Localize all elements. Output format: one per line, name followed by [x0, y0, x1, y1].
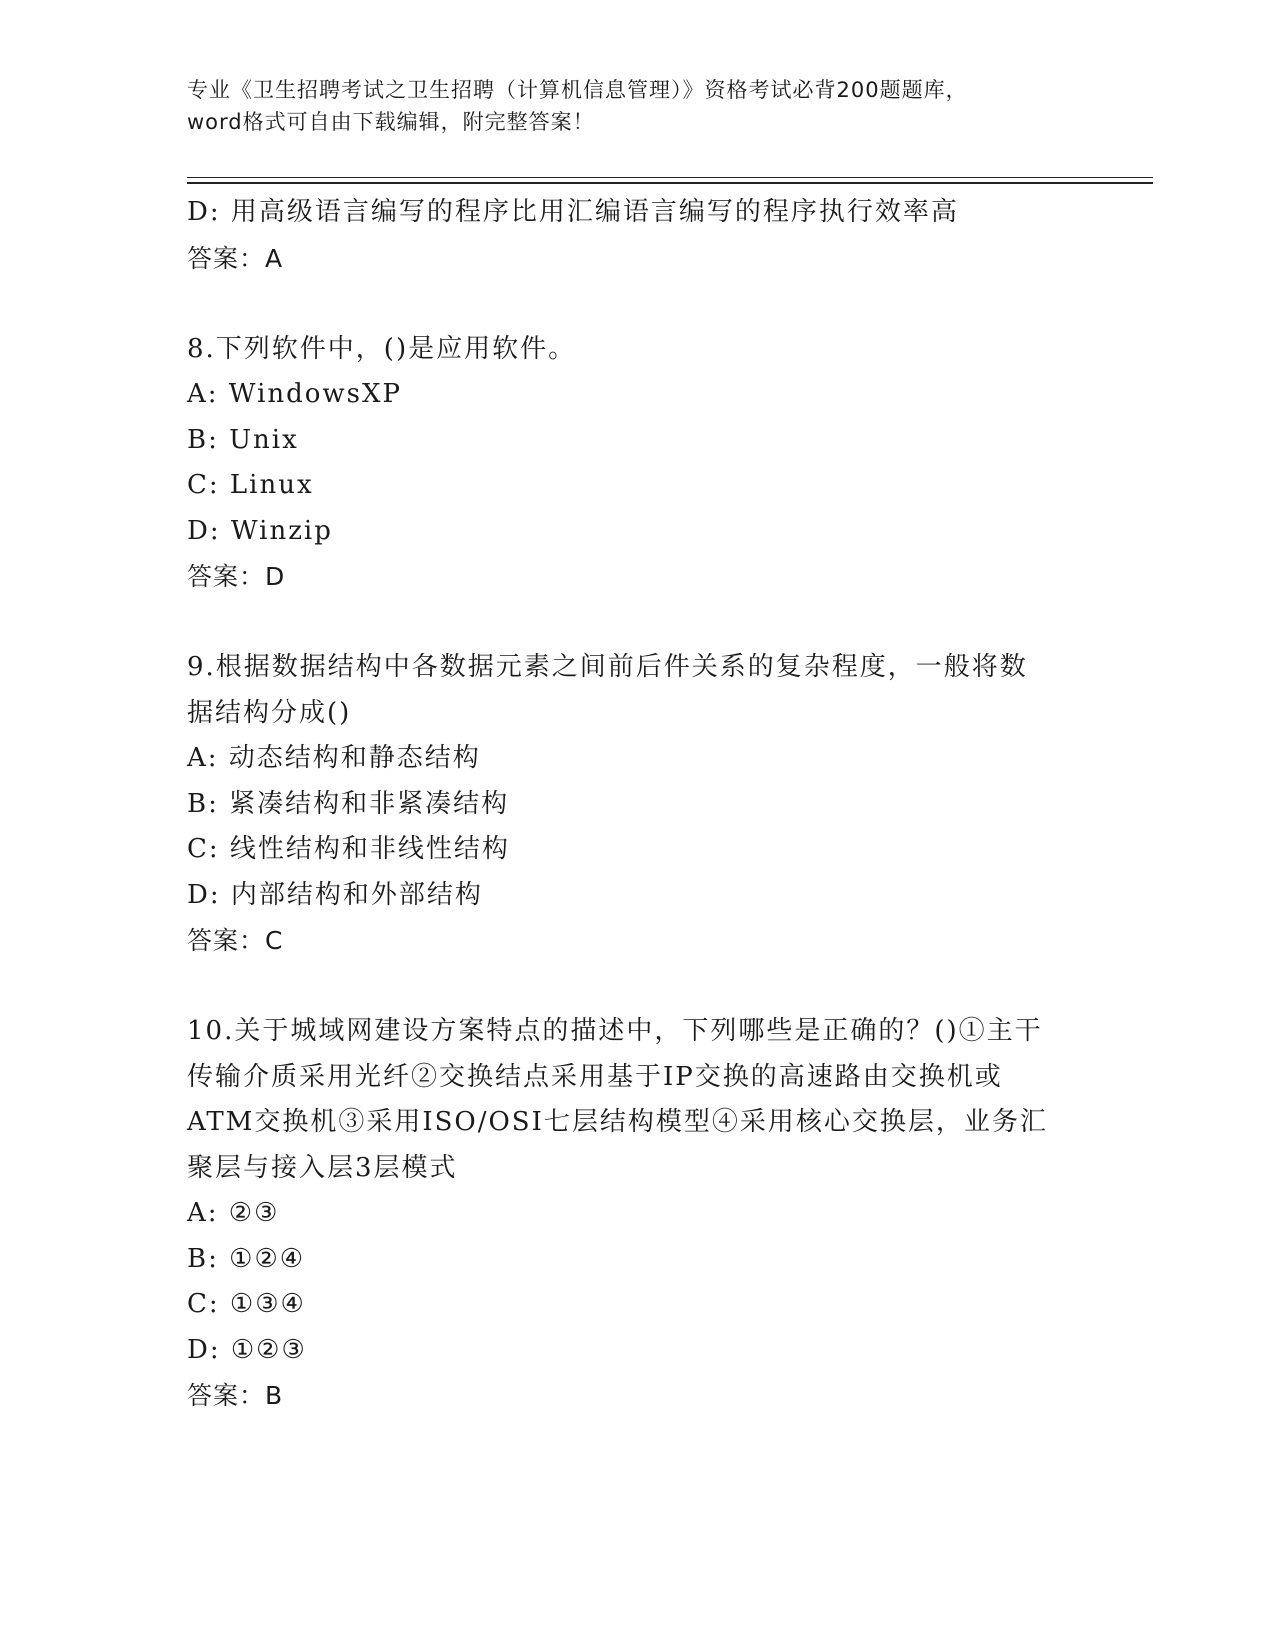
- option-c: C: Linux: [187, 470, 314, 500]
- question-stem: 传输介质采用光纤②交换结点采用基于IP交换的高速路由交换机或: [187, 1061, 1003, 1092]
- spacer: [187, 964, 1087, 1010]
- answer: 答案：B: [187, 1381, 284, 1410]
- option-d: D: Winzip: [187, 515, 333, 546]
- answer: 答案：D: [187, 562, 286, 591]
- option-b: B: ①②④: [187, 1243, 306, 1274]
- header-divider-bottom: [187, 182, 1153, 184]
- document-header: [187, 74, 1087, 138]
- question-stem: 聚层与接入层3层模式: [187, 1152, 458, 1183]
- question-stem: 9.根据数据结构中各数据元素之间前后件关系的复杂程度，一般将数: [187, 652, 1028, 682]
- option-d: D: 内部结构和外部结构: [187, 879, 483, 910]
- option-b: B: 紧凑结构和非紧凑结构: [187, 788, 510, 819]
- option-c: C: 线性结构和非线性结构: [187, 834, 510, 864]
- question-stem: 据结构分成(): [187, 697, 352, 728]
- spacer: [187, 281, 1087, 327]
- header-divider-top: [187, 177, 1153, 178]
- option-b: B: Unix: [187, 424, 299, 455]
- prev-question-option-d: D: 用高级语言编写的程序比用汇编语言编写的程序执行效率高: [187, 197, 959, 227]
- option-a: A: ②③: [187, 1198, 280, 1228]
- question-8: [187, 327, 1087, 600]
- option-c: C: ①③④: [187, 1289, 306, 1319]
- option-d: D: ①②③: [187, 1334, 307, 1365]
- question-list: [187, 190, 1087, 1419]
- option-a: A: WindowsXP: [187, 379, 403, 409]
- question-stem: 8.下列软件中，()是应用软件。: [187, 333, 577, 364]
- prev-question-answer: 答案：A: [187, 243, 284, 273]
- answer: 答案：C: [187, 926, 284, 955]
- question-stem: 10.关于城域网建设方案特点的描述中，下列哪些是正确的？()①主干: [187, 1016, 1043, 1046]
- header-line-1: 专业《卫生招聘考试之卫生招聘（计算机信息管理）》资格考试必背200题题库，: [187, 78, 968, 102]
- question-10: [187, 1009, 1087, 1419]
- header-line-2: word格式可自由下载编辑，附完整答案！: [187, 110, 595, 134]
- spacer: [187, 600, 1087, 646]
- question-9: [187, 645, 1087, 964]
- option-a: A: 动态结构和静态结构: [187, 743, 481, 773]
- question-stem: ATM交换机③采用ISO/OSI七层结构模型④采用核心交换层，业务汇: [187, 1107, 1048, 1137]
